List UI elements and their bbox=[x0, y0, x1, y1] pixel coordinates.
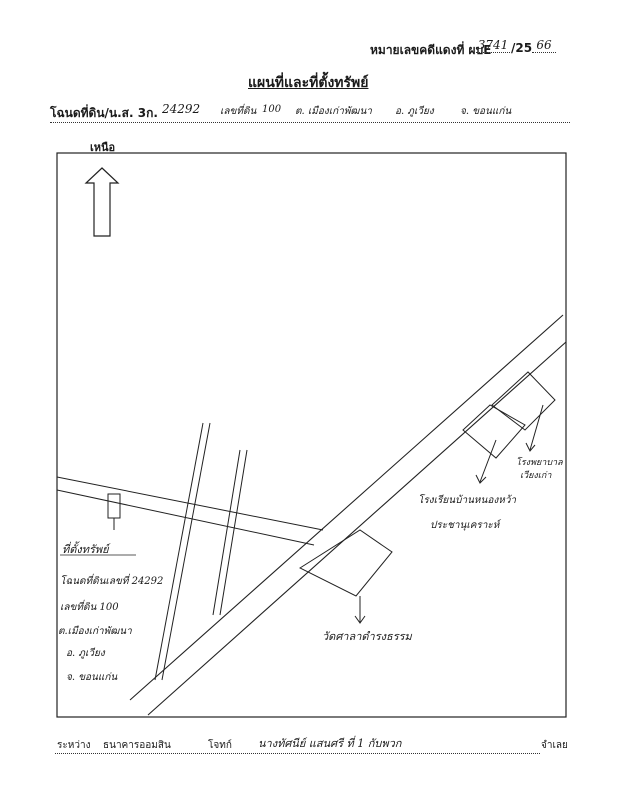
school-plot bbox=[463, 405, 525, 458]
landmark-school: โรงเรียนบ้านหนองหว้า bbox=[418, 495, 517, 506]
landmark-hospital-2: เวียงเก่า bbox=[520, 471, 552, 481]
vertical-road-2b bbox=[220, 450, 247, 615]
case-year-prefix: /25 bbox=[511, 41, 533, 55]
land-number: 100 bbox=[262, 104, 282, 115]
case-year-value: 66 bbox=[532, 38, 556, 53]
landmark-hospital: โรงพยาบาล bbox=[516, 458, 563, 468]
side-road-upper bbox=[57, 477, 323, 530]
subdistrict: ต. เมืองเก่าพัฒนา bbox=[295, 106, 372, 117]
property-info-province: จ. ขอนแก่น bbox=[66, 672, 118, 683]
footer-defendant: นางทัศนีย์ แสนศรี ที่ 1 กับพวก bbox=[258, 737, 402, 750]
property-info-deed: โฉนดที่ดินเลขที่ 24292 bbox=[60, 576, 164, 587]
province: จ. ขอนแก่น bbox=[460, 106, 512, 117]
property-marker bbox=[108, 494, 120, 518]
vertical-road-2a bbox=[213, 450, 240, 615]
property-info-land-no: เลขที่ดิน 100 bbox=[60, 602, 119, 613]
hospital-plot bbox=[492, 372, 555, 430]
footer-defendant-role: จำเลย bbox=[541, 740, 568, 751]
map-frame bbox=[57, 153, 566, 717]
district: อ. ภูเวียง bbox=[395, 106, 434, 117]
footer-between-label: ระหว่าง bbox=[57, 740, 91, 751]
footer-plaintiff-role: โจทก์ bbox=[208, 740, 232, 751]
hospital-arrow-line bbox=[530, 405, 543, 450]
vertical-road-1b bbox=[162, 423, 210, 680]
land-number-label: เลขที่ดิน bbox=[220, 106, 257, 117]
footer-plaintiff: ธนาคารออมสิน bbox=[103, 740, 171, 751]
case-number-value: 3741 bbox=[477, 38, 509, 52]
property-info-title: ที่ตั้งทรัพย์ bbox=[62, 543, 109, 556]
property-info-district: อ. ภูเวียง bbox=[66, 648, 105, 659]
deed-number: 24292 bbox=[162, 102, 201, 116]
case-number-label: หมายเลขคดีแดงที่ ผบE bbox=[370, 43, 492, 57]
landmark-temple: วัดศาลาดำรงธรรม bbox=[322, 630, 412, 643]
temple-plot bbox=[300, 530, 392, 596]
north-label: เหนือ bbox=[90, 141, 116, 154]
north-arrow-icon bbox=[86, 168, 118, 236]
landmark-school-2: ประชานุเคราะห์ bbox=[430, 520, 500, 531]
deed-label: โฉนดที่ดิน/น.ส. 3ก. bbox=[50, 106, 158, 120]
property-info-subdistrict: ต.เมืองเก่าพัฒนา bbox=[58, 626, 132, 637]
page-title: แผนที่และที่ตั้งทรัพย์ bbox=[248, 75, 369, 91]
highway-line-lower bbox=[148, 342, 566, 715]
